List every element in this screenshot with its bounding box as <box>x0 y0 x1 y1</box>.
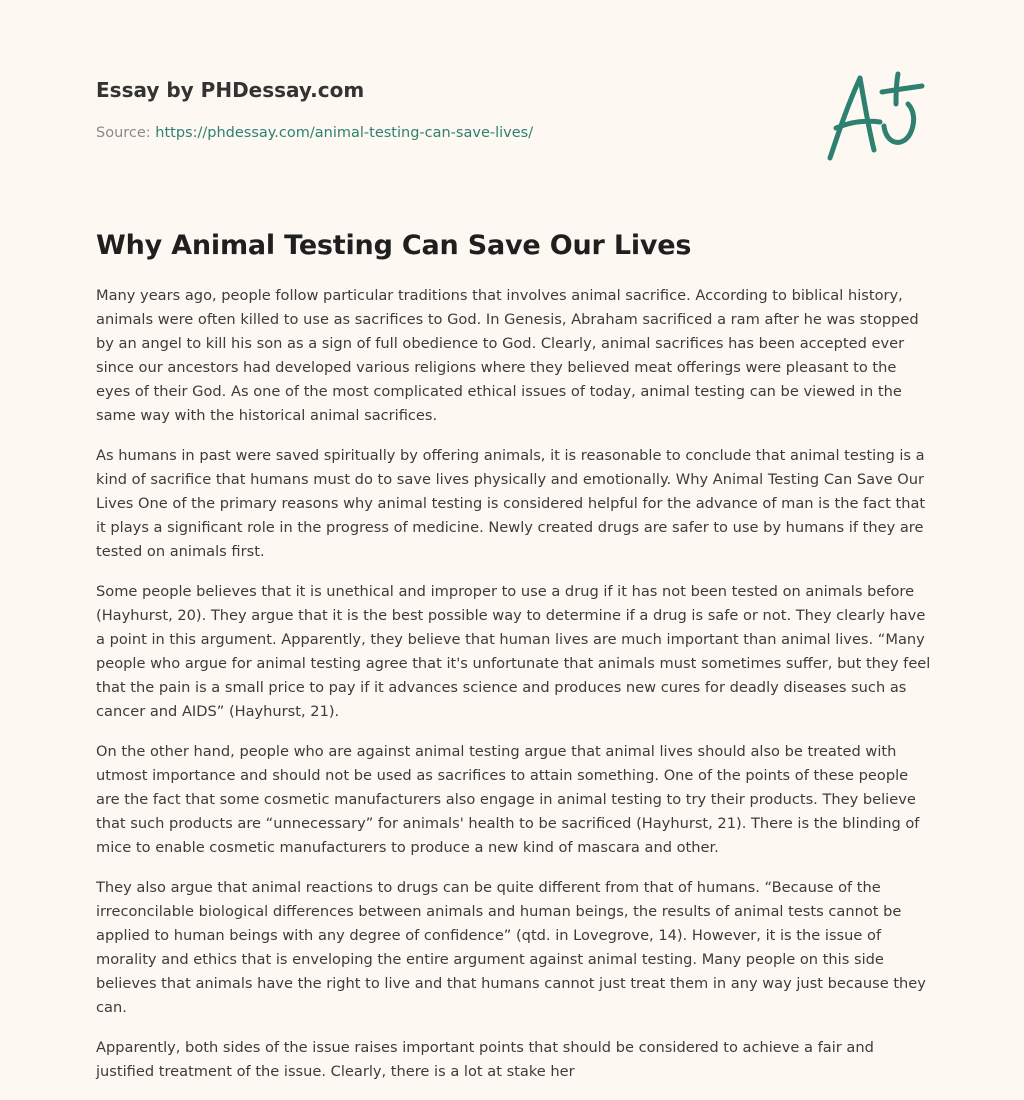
source-link[interactable]: https://phdessay.com/animal-testing-can-save-lives/ <box>155 125 534 141</box>
essay-title: Why Animal Testing Can Save Our Lives <box>96 230 692 261</box>
essay-paragraph: Many years ago, people follow particular traditions that involves animal sacrifice. According to biblical history, animals were often killed to use as sacrifices to God. In Genesis, Abraham sacrificed a ram after he was stopped by an angel to kill his son as a sign of full obedience to God. Clearly, animal sacrifices has been accepted ever since our ancestors had developed various religions where they believed meat offerings were pleasant to the eyes of their God. As one of the most complicated ethical issues of today, animal testing can be viewed in the same way with the historical animal sacrifices. <box>96 287 919 424</box>
a-plus-grade-icon <box>818 64 930 168</box>
essay-paragraph: As humans in past were saved spiritually by offering animals, it is reasonable to conclude that animal testing is a kind of sacrifice that humans must do to save lives physically and emotionally. Why Animal Testing Can Save Our Lives One of the primary reasons why animal testing is considered helpful for the advance of man is the fact that it plays a significant role in the progress of medicine. Newly created drugs are safer to use by humans if they are tested on animals first. <box>96 447 926 560</box>
essay-paragraph: Some people believes that it is unethical and improper to use a drug if it has not been tested on animals before (Hayhurst, 20). They argue that it is the best possible way to determine if a drug is safe or not. They clearly have a point in this argument. Apparently, they believe that human lives are much important than animal lives. “Many people who argue for animal testing agree that it's unfortunate that animals must sometimes suffer, but they feel that the pain is a small price to pay if it advances science and produces new cures for deadly diseases such as cancer and AIDS” (Hayhurst, 21). <box>96 583 931 720</box>
brand-title: Essay by PHDessay.com <box>96 78 365 102</box>
essay-body <box>96 284 932 1100</box>
source-label: Source: <box>96 125 156 141</box>
essay-paragraph: Apparently, both sides of the issue raises important points that should be considered to achieve a fair and justified treatment of the issue. Clearly, there is a lot at stake her <box>96 1039 874 1080</box>
source-line <box>96 122 533 144</box>
essay-paragraph: On the other hand, people who are against animal testing argue that animal lives should also be treated with utmost importance and should not be used as sacrifices to attain something. One of the points of these people are the fact that some cosmetic manufacturers also engage in animal testing to try their products. They believe that such products are “unnecessary” for animals' health to be sacrificed (Hayhurst, 21). There is the blinding of mice to enable cosmetic manufacturers to produce a new kind of mascara and other. <box>96 743 920 856</box>
site-header <box>96 76 796 104</box>
essay-paragraph: They also argue that animal reactions to drugs can be quite different from that of humans. “Because of the irreconcilable biological differences between animals and human beings, the results of animal tests cannot be applied to human beings with any degree of confidence” (qtd. in Lovegrove, 14). However, it is the issue of morality and ethics that is enveloping the entire argument against animal testing. Many people on this side believes that animals have the right to live and that humans cannot just treat them in any way just because they can. <box>96 879 926 1016</box>
